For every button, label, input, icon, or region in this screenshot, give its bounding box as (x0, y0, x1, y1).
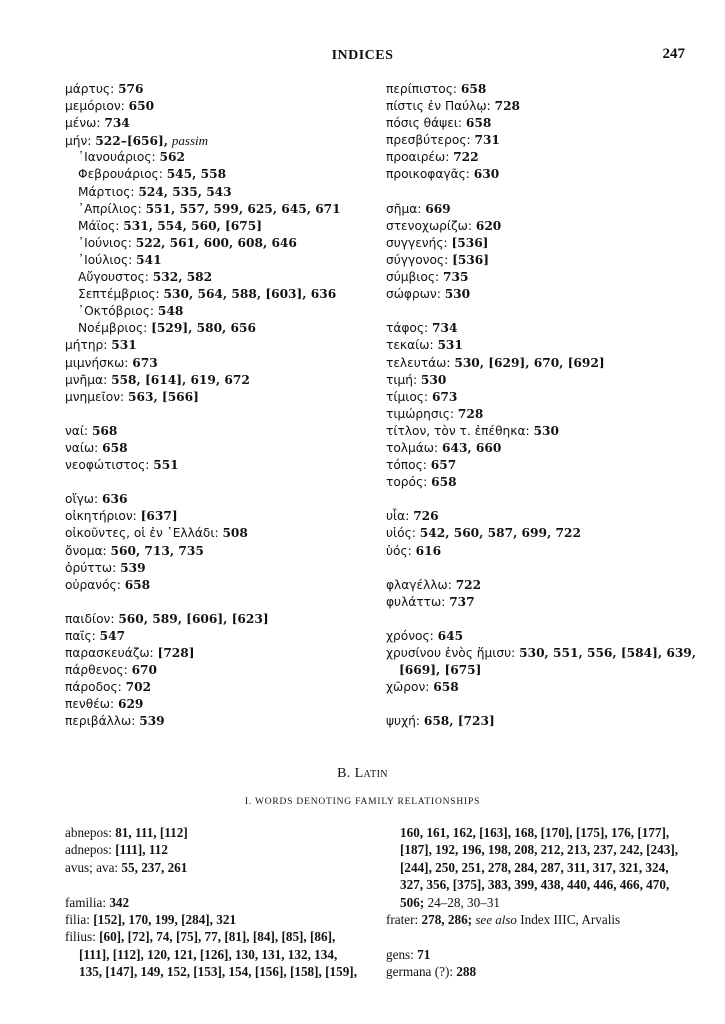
index-entry (386, 628, 691, 645)
entry-references: 327, 356, [375], 383, 399, 438, 440, 446, 466, 470, (400, 877, 670, 893)
index-entry (65, 440, 365, 457)
index-entry (65, 149, 365, 166)
index-entry (386, 115, 691, 132)
entry-headword: ᾿Ιανουάριος: (78, 150, 156, 165)
entry-headword: τόπος: (386, 458, 427, 473)
index-entry (386, 474, 691, 491)
index-entry (386, 645, 697, 662)
entry-headword: προαιρέω: (386, 150, 450, 165)
index-entry (386, 252, 691, 269)
entry-references: 530, 551, 556, [584], 639, (519, 646, 697, 661)
entry-headword: μήν: (65, 134, 92, 149)
entry-references: 522–[656], (95, 134, 169, 149)
entry-headword: πίστις ἐν Παύλῳ: (386, 99, 491, 114)
index-entry (386, 713, 691, 730)
index-entry (65, 286, 365, 303)
index-entry (386, 679, 691, 696)
entry-headword: συγγενής: (386, 235, 448, 250)
entry-references: 643, 660 (441, 440, 502, 455)
index-entry (65, 841, 365, 858)
entry-headword: Αὔγουστος: (78, 270, 149, 285)
entry-references: 508 (222, 526, 248, 541)
entry-headword: frater: (386, 912, 419, 928)
index-entry (386, 594, 691, 611)
entry-references: 722 (455, 577, 482, 592)
entry-headword: παῖς: (65, 629, 96, 643)
index-entry (65, 963, 365, 980)
entry-references: 645 (437, 629, 464, 643)
entry-references: [637] (140, 509, 178, 524)
entry-headword: υἱός: (386, 526, 416, 541)
index-entry (386, 525, 691, 542)
entry-references: 288 (456, 964, 477, 980)
index-entry (65, 491, 365, 508)
index-entry (65, 269, 365, 286)
entry-headword: Μάρτιος: (78, 184, 135, 199)
entry-references: 506; (400, 894, 425, 910)
index-entry (65, 423, 365, 440)
index-entry (386, 824, 696, 841)
entry-plain-text: Index IIIC, Arvalis (520, 912, 621, 928)
entry-headword: παρασκευάζω: (65, 646, 154, 661)
entry-references: 532, 582 (152, 270, 213, 285)
entry-references: 673 (431, 389, 458, 404)
entry-references: 722 (453, 150, 479, 165)
index-entry (386, 320, 691, 337)
subsection-title: I. WORDS DENOTING FAMILY RELATIONSHIPS (244, 797, 481, 807)
index-entry (386, 235, 691, 252)
entry-references: [152], 170, 199, [284], 321 (93, 912, 237, 928)
index-entry (65, 201, 365, 218)
entry-headword: οἰκοῦντες, οἱ ἐν ῾Ελλάδι: (65, 526, 219, 541)
entry-headword: πάροδος: (65, 680, 122, 695)
entry-references: 55, 237, 261 (121, 859, 188, 875)
index-entry (65, 132, 365, 149)
entry-headword: avus; ava: (65, 859, 119, 875)
entry-references: [536] (451, 235, 489, 250)
entry-references: 658 (465, 116, 492, 131)
index-entry (65, 859, 365, 876)
entry-references: 670 (131, 663, 158, 678)
entry-headword: τιμή: (386, 372, 418, 387)
entry-headword: χῶρον: (386, 680, 430, 695)
index-entry (386, 132, 691, 149)
entry-references: 530 (444, 287, 471, 302)
entry-headword: germana (?): (386, 964, 453, 980)
index-entry (386, 911, 696, 928)
entry-headword: Νοέμβριος: (78, 321, 148, 336)
index-entry (386, 218, 691, 235)
entry-references: 658 (124, 577, 151, 592)
entry-references: 522, 561, 600, 608, 646 (135, 235, 297, 250)
entry-references: 530 (420, 372, 447, 387)
index-entry (386, 166, 691, 183)
entry-references: 545, 558 (166, 167, 227, 182)
entry-headword: προικοφαγᾶς: (386, 167, 470, 182)
entry-headword: Φεβρουάριος: (78, 167, 163, 182)
entry-headword: πόσις θάψει: (386, 116, 463, 131)
index-entry (65, 911, 365, 928)
entry-references: 160, 161, 162, [163], 168, [170], [175], 176, [177], (400, 825, 670, 840)
greek-index-right-column (386, 81, 697, 731)
index-entry (65, 81, 365, 98)
entry-headword: χρυσίνου ἑνὸς ἥμισυ: (386, 646, 516, 661)
index-entry (65, 508, 365, 525)
entry-references: 734 (104, 116, 130, 131)
entry-headword: οἰκητήριον: (65, 509, 137, 524)
index-entry (65, 252, 365, 269)
entry-headword: familia: (65, 894, 107, 910)
index-entry (386, 876, 696, 893)
entry-headword: filius: (65, 929, 96, 945)
index-entry (65, 543, 365, 560)
entry-references: 563, [566] (128, 389, 199, 404)
entry-headword: adnepos: (65, 842, 112, 858)
entry-headword: περίπιστος: (386, 82, 458, 96)
index-entry (386, 201, 691, 218)
entry-references: 547 (99, 629, 126, 643)
entry-references: 629 (117, 697, 144, 712)
index-entry (386, 81, 691, 98)
entry-references: 135, [147], 149, 152, [153], 154, [156], [158], [159], (79, 964, 357, 980)
index-entry (65, 525, 365, 542)
index-entry (65, 303, 365, 320)
entry-references: [60], [72], 74, [75], 77, [81], [84], [85], [86], (99, 929, 336, 945)
entry-references: 562 (159, 150, 185, 165)
entry-references: 658 (460, 82, 487, 96)
entry-references: 657 (430, 458, 457, 473)
entry-headword: τίτλον, τὸν τ. ἐπέθηκα: (386, 423, 530, 438)
index-entry (65, 662, 365, 679)
entry-references: 568 (91, 423, 118, 438)
index-entry (65, 98, 365, 115)
index-entry (386, 98, 691, 115)
entry-references: 731 (474, 133, 500, 148)
entry-references: 669 (425, 201, 451, 216)
index-entry (386, 406, 691, 423)
entry-references: 658, [723] (423, 714, 495, 729)
latin-index-right-column (386, 824, 696, 981)
entry-headword: πενθέω: (65, 697, 115, 712)
entry-headword: μάρτυς: (65, 82, 115, 96)
entry-references: 558, [614], 619, 672 (111, 372, 250, 387)
index-entry (386, 337, 691, 354)
entry-headword: τορός: (386, 475, 428, 490)
entry-references: 728 (457, 406, 484, 421)
entry-headword: ὀρύττω: (65, 560, 117, 575)
entry-headword: παιδίον: (65, 611, 115, 626)
entry-references: 541 (136, 252, 162, 267)
entry-headword: μεμόριον: (65, 99, 125, 114)
index-entry (65, 679, 365, 696)
entry-headword: φυλάττω: (386, 594, 446, 609)
index-entry (65, 218, 365, 235)
entry-headword: μένω: (65, 116, 101, 131)
entry-headword: μνῆμα: (65, 372, 108, 387)
entry-references: 658 (102, 440, 128, 455)
entry-headword: gens: (386, 946, 414, 962)
latin-index-left-column (65, 824, 365, 981)
entry-headword: abnepos: (65, 825, 112, 840)
entry-headword: σώφρων: (386, 287, 441, 302)
entry-references: 531 (111, 338, 137, 353)
entry-references: 560, 589, [606], [623] (118, 611, 269, 626)
index-entry (386, 372, 691, 389)
entry-headword: οὐρανός: (65, 577, 121, 592)
entry-references: 548 (157, 304, 184, 319)
index-entry (65, 389, 365, 406)
entry-references: 735 (443, 270, 469, 285)
entry-references: 702 (125, 680, 152, 695)
entry-references: 551 (153, 458, 179, 473)
entry-headword: πρεσβύτερος: (386, 133, 471, 148)
index-entry (386, 389, 691, 406)
running-head: INDICES (331, 48, 394, 63)
entry-references: 737 (449, 594, 475, 609)
entry-headword: πάρθενος: (65, 663, 128, 678)
index-entry (65, 928, 365, 945)
entry-references: 81, 111, [112] (115, 825, 188, 840)
entry-references: 576 (118, 82, 144, 96)
index-entry (386, 963, 696, 980)
index-entry (65, 577, 365, 594)
index-entry (386, 286, 691, 303)
entry-references: [536] (452, 252, 490, 267)
entry-headword: τεκαίω: (386, 338, 434, 353)
index-entry (65, 355, 365, 372)
entry-references: [111], [112], 120, 121, [126], 130, 131, 132, 134, (79, 946, 338, 962)
index-entry (386, 508, 691, 525)
entry-headword: περιβάλλω: (65, 714, 136, 729)
entry-headword: χρόνος: (386, 629, 434, 643)
index-entry (386, 457, 691, 474)
index-entry (386, 894, 696, 911)
entry-references: [111], 112 (115, 842, 168, 858)
entry-references: 530 (533, 423, 559, 438)
index-entry (65, 457, 365, 474)
entry-references: 726 (413, 509, 439, 524)
entry-references: 531, 554, 560, [675] (123, 218, 263, 233)
entry-references: 620 (475, 218, 502, 233)
entry-references: 542, 560, 587, 699, 722 (419, 526, 581, 541)
entry-note: passim (171, 133, 209, 149)
entry-headword: σύγγονος: (386, 252, 449, 267)
entry-references: 630 (473, 167, 500, 182)
entry-headword: μιμνήσκω: (65, 355, 129, 370)
entry-references: 530, 564, 588, [603], 636 (163, 287, 337, 302)
entry-references: 531 (437, 338, 463, 353)
index-entry (65, 628, 365, 645)
index-entry (65, 337, 365, 354)
entry-headword: στενοχωρίζω: (386, 218, 472, 233)
entry-references: [529], 580, 656 (151, 321, 256, 336)
index-entry (386, 423, 691, 440)
index-entry (65, 713, 365, 730)
entry-headword: ᾿Ιούλιος: (78, 252, 133, 267)
index-entry (65, 372, 365, 389)
index-entry (65, 184, 365, 201)
entry-headword: Σεπτέμβριος: (78, 287, 160, 302)
entry-references: 650 (128, 99, 155, 114)
entry-plain-text: 24–28, 30–31 (427, 894, 501, 910)
entry-headword: ναίω: (65, 440, 99, 455)
entry-references: [669], [675] (399, 663, 482, 678)
index-entry (65, 645, 365, 662)
entry-references: 71 (417, 946, 431, 962)
entry-headword: ᾿Ιούνιος: (78, 235, 132, 250)
entry-references: 524, 535, 543 (138, 184, 232, 199)
entry-note: see also (475, 912, 517, 928)
index-entry (386, 577, 691, 594)
entry-headword: ᾿Οκτόβριος: (78, 304, 155, 319)
index-entry (386, 269, 691, 286)
greek-index-left-column (65, 81, 365, 731)
entry-headword: τάφος: (386, 321, 429, 336)
entry-headword: τελευτάω: (386, 355, 451, 370)
entry-headword: οἴγω: (65, 492, 99, 507)
entry-references: 658 (433, 680, 459, 695)
entry-references: 728 (494, 99, 521, 114)
index-entry (386, 543, 691, 560)
entry-headword: filia: (65, 912, 90, 928)
index-entry (386, 440, 691, 457)
index-entry (65, 946, 365, 963)
entry-references: [187], 192, 196, 198, 208, 212, 213, 237, 242, [243], (400, 842, 679, 858)
entry-headword: μνημεῖον: (65, 389, 125, 404)
page-number: 247 (662, 46, 685, 62)
index-entry (65, 696, 365, 713)
entry-references: 616 (415, 543, 442, 558)
entry-references: 673 (132, 355, 158, 370)
entry-headword: σῆμα: (386, 201, 422, 216)
entry-headword: ὄνομα: (65, 543, 107, 558)
entry-references: 530, [629], 670, [692] (454, 355, 605, 370)
entry-headword: τολμάω: (386, 440, 439, 455)
entry-headword: υἷα: (386, 509, 410, 524)
index-entry (386, 355, 691, 372)
entry-headword: σύμβιος: (386, 270, 440, 285)
entry-headword: Μάϊος: (78, 218, 120, 233)
index-entry (65, 115, 365, 132)
entry-headword: ναί: (65, 423, 89, 438)
index-entry (386, 149, 691, 166)
index-entry (65, 894, 365, 911)
index-entry (386, 946, 696, 963)
entry-headword: νεοφώτιστος: (65, 458, 150, 473)
entry-references: 551, 557, 599, 625, 645, 671 (145, 201, 341, 216)
index-entry (386, 859, 696, 876)
index-entry (65, 235, 365, 252)
entry-references: 734 (432, 321, 458, 336)
entry-references: 342 (109, 894, 130, 910)
index-entry (65, 560, 365, 577)
entry-headword: ᾿Απρίλιος: (78, 201, 142, 216)
entry-headword: ὑός: (386, 543, 412, 558)
index-entry (386, 841, 696, 858)
entry-references: 658 (431, 475, 457, 490)
entry-references: 636 (101, 492, 128, 507)
entry-headword: μήτηρ: (65, 338, 108, 353)
entry-references: 560, 713, 735 (110, 543, 204, 558)
entry-references: 539 (120, 560, 146, 575)
index-entry (386, 662, 691, 679)
entry-headword: τίμιος: (386, 389, 429, 404)
entry-references: 278, 286; (421, 912, 473, 928)
index-entry (65, 166, 365, 183)
index-entry (65, 611, 365, 628)
section-title: B. Latin (337, 766, 388, 781)
entry-references: [244], 250, 251, 278, 284, 287, 311, 317, 321, 324, (400, 859, 669, 875)
index-entry (65, 320, 365, 337)
entry-references: [728] (157, 646, 195, 661)
entry-headword: ψυχή: (386, 714, 420, 729)
entry-references: 539 (139, 714, 165, 729)
entry-headword: τιμώρησις: (386, 406, 454, 421)
index-entry (65, 824, 365, 841)
entry-headword: φλαγέλλω: (386, 577, 452, 592)
